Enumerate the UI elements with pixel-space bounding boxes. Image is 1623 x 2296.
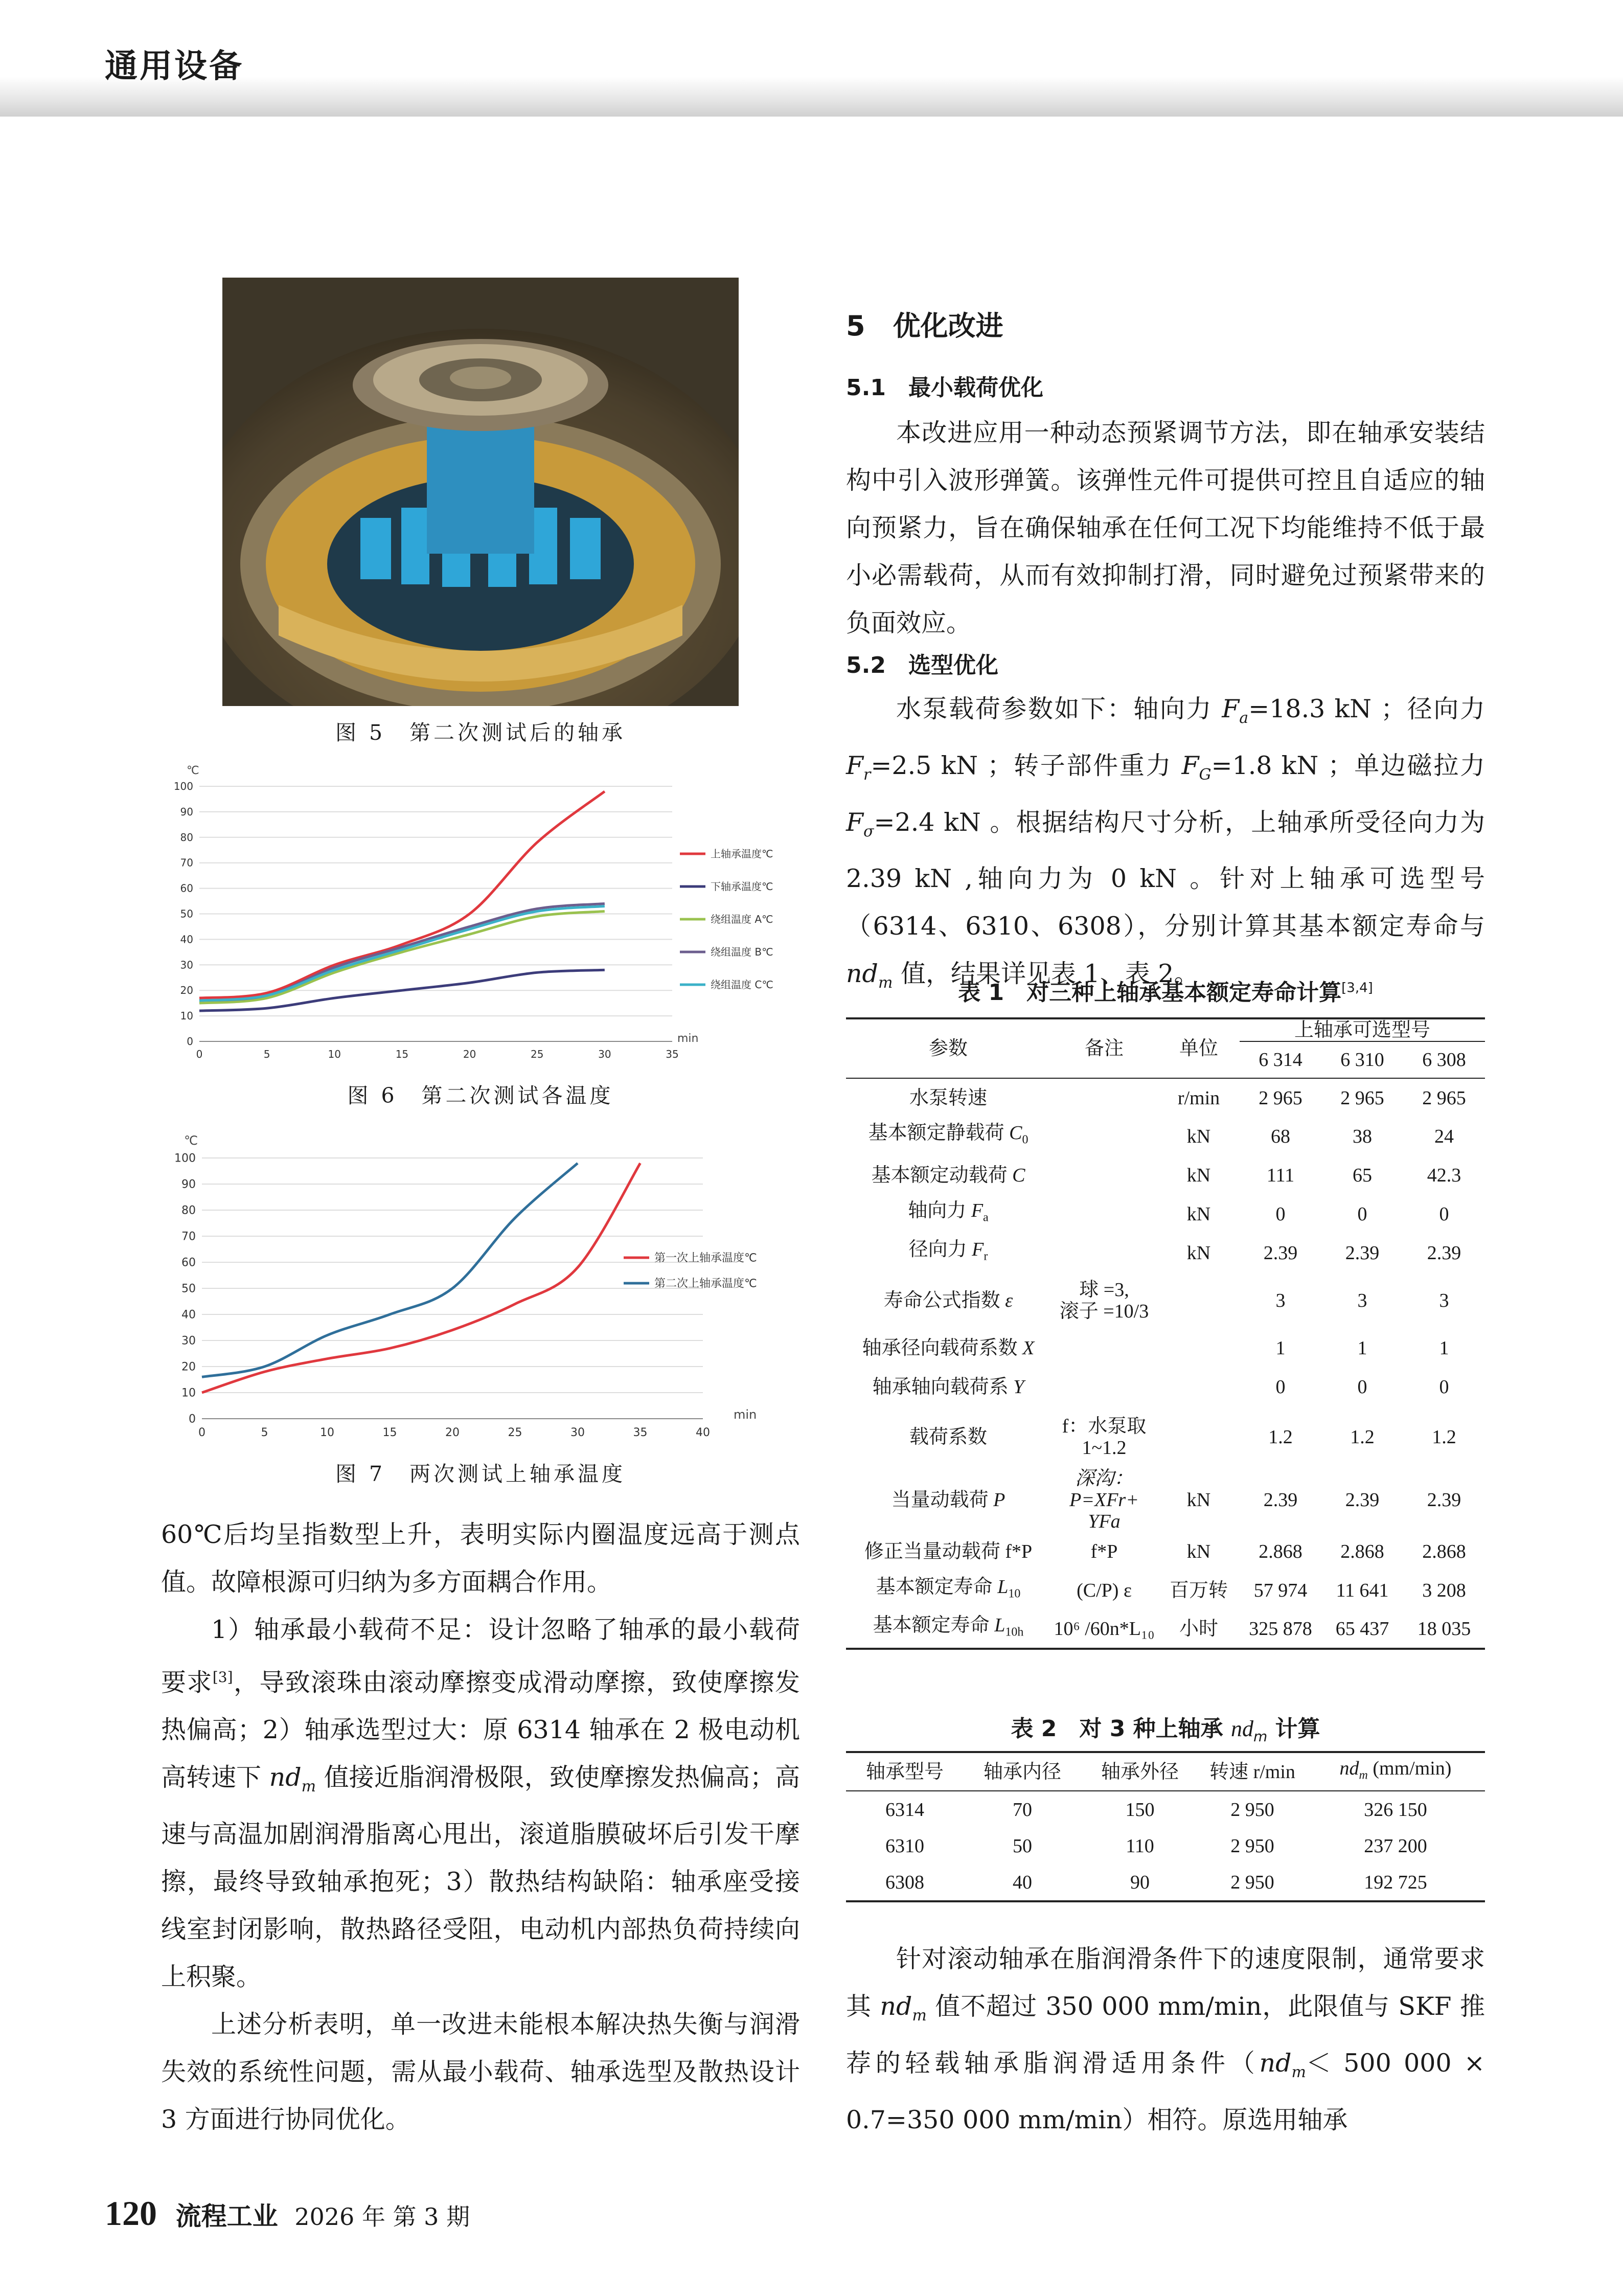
y-tick-label: 0 — [189, 1413, 196, 1426]
y-tick-label: 100 — [173, 780, 193, 792]
y-tick-label: 90 — [181, 1178, 196, 1191]
table-row: 基本额定静载荷 $C_0$ kN 68 38 24 — [868, 1122, 1454, 1147]
table1-caption: 表 1 对三种上轴承基本额定寿命计算[3,4] — [958, 980, 1373, 1006]
issue-label: 2026 年 第 3 期 — [294, 2203, 470, 2231]
y-tick-label: 0 — [187, 1035, 193, 1048]
table1 — [846, 1017, 1485, 1650]
x-tick-label: 25 — [530, 1048, 544, 1060]
model-6308: 6 308 — [1403, 1041, 1485, 1078]
model-6310: 6 310 — [1321, 1041, 1403, 1078]
y-tick-label: 20 — [181, 1360, 196, 1374]
x-axis-unit: min — [734, 1407, 757, 1422]
y-tick-label: 40 — [180, 933, 193, 946]
y-tick-label: 60 — [180, 882, 193, 895]
x-tick-label: 20 — [463, 1048, 476, 1060]
table-row: 寿命公式指数 ε 球 =3, 滚子 =10/3 3 3 3 — [883, 1279, 1449, 1322]
table2-caption: 表 2 对 3 种上轴承 $nd_m$ 计算 — [1011, 1716, 1320, 1745]
y-tick-label: 30 — [181, 1334, 196, 1348]
y-tick-label: 30 — [180, 959, 193, 971]
table-row: 基本额定动载荷 C kN 111 65 42.3 — [871, 1165, 1461, 1186]
table-row: 6314 70 150 2 950 326 150 — [885, 1799, 1427, 1821]
bearing-photo — [222, 278, 739, 706]
page-number: 120 — [105, 2194, 157, 2233]
header-unit: 单位 — [1158, 1018, 1240, 1078]
y-axis-unit: ℃ — [187, 764, 199, 777]
table-row: 径向力 $F_r$ kN 2.39 2.39 2.39 — [908, 1239, 1461, 1264]
table-row: 基本额定寿命 $L_{10}$ (C/P) ε 百万转 57 974 11 641 3 208 — [876, 1576, 1466, 1601]
x-tick-label: 25 — [508, 1426, 522, 1439]
legend-label: 下轴承温度℃ — [711, 880, 773, 893]
x-axis-unit: min — [677, 1032, 699, 1045]
y-tick-label: 10 — [180, 1010, 193, 1022]
table-row: 6310 50 110 2 950 237 200 — [885, 1835, 1427, 1857]
figure6-chart — [161, 762, 800, 1069]
legend-label: 绕组温度 B℃ — [711, 946, 773, 958]
y-tick-label: 40 — [181, 1308, 196, 1322]
x-tick-label: 5 — [263, 1048, 270, 1060]
x-tick-label: 0 — [198, 1426, 205, 1439]
header-param: 参数 — [846, 1018, 1050, 1078]
figure7-caption: 图 7 两次测试上轴承温度 — [335, 1462, 626, 1486]
legend-label: 绕组温度 C℃ — [711, 979, 773, 991]
legend-label: 第一次上轴承温度℃ — [654, 1252, 757, 1265]
table-row: 轴承轴向载荷系 Y 0 0 0 — [872, 1376, 1449, 1398]
y-tick-label: 100 — [174, 1152, 196, 1165]
model-6314: 6 314 — [1240, 1041, 1321, 1078]
table2: 轴承型号 轴承内径 轴承外径 转速 r/min $nd_m$ (mm/min) 6314 70 150 2 950 326 150 6310 50 110 2 950 237 200 6308 40 90 2 950 192 725 — [846, 1751, 1485, 1902]
y-axis-unit: ℃ — [184, 1133, 198, 1148]
paragraph: 上述分析表明，单一改进未能根本解决热失衡与润滑失效的系统性问题，需从最小载荷、轴承选型及散热设计 3 方面进行协同优化。 — [161, 2010, 800, 2134]
paragraph: 60℃后均呈指数型上升，表明实际内圈温度远高于测点值。故障根源可归纳为多方面耦合作用。 — [161, 1520, 800, 1597]
y-tick-label: 10 — [181, 1386, 196, 1400]
legend-label: 绕组温度 A℃ — [711, 913, 773, 925]
y-tick-label: 80 — [180, 831, 193, 844]
y-tick-label: 70 — [180, 856, 193, 869]
figure5-caption: 图 5 第二次测试后的轴承 — [335, 720, 626, 745]
header-note: 备注 — [1050, 1018, 1158, 1078]
x-tick-label: 10 — [328, 1048, 341, 1060]
figure7-chart — [161, 1132, 800, 1449]
table-row: 当量动载荷 P 深沟：P=XFr+ YFa kN 2.39 2.39 2.39 — [891, 1468, 1461, 1532]
x-tick-label: 15 — [395, 1048, 409, 1060]
section-5-2-heading: 5.2 选型优化 — [846, 652, 998, 678]
y-tick-label: 70 — [181, 1230, 196, 1243]
table-row: 修正当量动载荷 f*P f*P kN 2.868 2.868 2.868 — [864, 1541, 1466, 1562]
table-row: 水泵转速 r/min 2 965 2 965 2 965 — [909, 1087, 1466, 1109]
page-footer — [105, 2193, 470, 2234]
legend-label: 上轴承温度℃ — [711, 848, 773, 860]
table-row: 6308 40 90 2 950 192 725 — [885, 1872, 1427, 1893]
section-5-2-text: 水泵载荷参数如下：轴向力 $F_a=18.3$ kN ；径向力 $F_r=2.5$ kN ；转子部件重力 $F_G=1.8$ kN ；单边磁拉力 $F_\sigma=2.4$ kN 。根据结构尺寸分析，上轴承所受径向力为 2.39 kN ,轴向力为 0 kN 。针对上轴承可选型号（6314、6310、6308），分别计算其基本额定寿命与 $nd_m$ 值，结果详见表 1、表 2。 — [846, 694, 1485, 992]
table-row: 轴向力 $F_a$ kN 0 0 0 — [908, 1200, 1449, 1225]
x-tick-label: 0 — [196, 1048, 203, 1060]
section-5-1-heading: 5.1 最小载荷优化 — [846, 375, 1043, 401]
paragraph: 1）轴承最小载荷不足：设计忽略了轴承的最小载荷要求[3]，导致滚珠由滚动摩擦变成滑动摩擦，致使摩擦发热偏高；2）轴承选型过大：原 6314 轴承在 2 极电动机高转速下 $nd_m$ 值接近脂润滑极限，致使摩擦发热偏高；高速与高温加剧润滑脂离心甩出，滚道脂膜破坏后引发干摩擦，最终导致轴承抱死；3）散热结构缺陷：轴承座受接线室封闭影响，散热路径受阻，电动机内部热负荷持续向上积聚。 — [161, 1615, 800, 1992]
x-tick-label: 5 — [261, 1426, 268, 1439]
x-tick-label: 10 — [320, 1426, 334, 1439]
left-column-text — [161, 1511, 800, 2143]
journal-name: 流程工业 — [175, 2201, 278, 2231]
y-tick-label: 50 — [181, 1282, 196, 1295]
table-row: 轴承径向载荷系数 X 1 1 1 — [862, 1337, 1449, 1359]
bottom-right-text: 针对滚动轴承在脂润滑条件下的速度限制，通常要求其 $nd_m$ 值不超过 350 000 mm/min，此限值与 SKF 推荐的轻载轴承脂润滑适用条件（$nd_m< 500$ 000 × 0.7=350 000 mm/min）相符。原选用轴承 — [846, 1944, 1485, 2134]
x-tick-label: 35 — [633, 1426, 648, 1439]
series-line — [199, 791, 605, 998]
x-tick-label: 30 — [570, 1426, 585, 1439]
x-tick-label: 15 — [382, 1426, 397, 1439]
section-5-1-text: 本改进应用一种动态预紧调节方法，即在轴承安装结构中引入波形弹簧。该弹性元件可提供可控且自适应的轴向预紧力，旨在确保轴承在任何工况下均能维持不低于最小必需载荷，从而有效抑制打滑，同时避免过预紧带来的负面效应。 — [846, 418, 1485, 638]
table-row: 基本额定寿命 $L_{10h}$ 10⁶ /60n*L₁₀ 小时 325 878 65 437 18 035 — [873, 1615, 1471, 1640]
section-title: 通用设备 — [105, 48, 244, 85]
figure6-caption: 图 6 第二次测试各温度 — [347, 1083, 614, 1108]
x-tick-label: 40 — [696, 1426, 710, 1439]
series-line — [202, 1163, 641, 1393]
table-row: 载荷系数 f：水泵取 1~1.2 1.2 1.2 1.2 — [909, 1416, 1456, 1459]
y-tick-label: 50 — [180, 907, 193, 920]
series-line — [202, 1163, 578, 1377]
legend-label: 第二次上轴承温度℃ — [654, 1277, 757, 1290]
y-tick-label: 90 — [180, 805, 193, 818]
y-tick-label: 80 — [181, 1204, 196, 1217]
section-5-heading: 5 优化改进 — [846, 310, 1003, 342]
header-models: 上轴承可选型号 — [1240, 1018, 1485, 1041]
x-tick-label: 30 — [598, 1048, 611, 1060]
page-header — [0, 0, 1623, 117]
y-tick-label: 20 — [180, 984, 193, 997]
x-tick-label: 20 — [445, 1426, 460, 1439]
y-tick-label: 60 — [181, 1256, 196, 1269]
x-tick-label: 35 — [666, 1048, 679, 1060]
